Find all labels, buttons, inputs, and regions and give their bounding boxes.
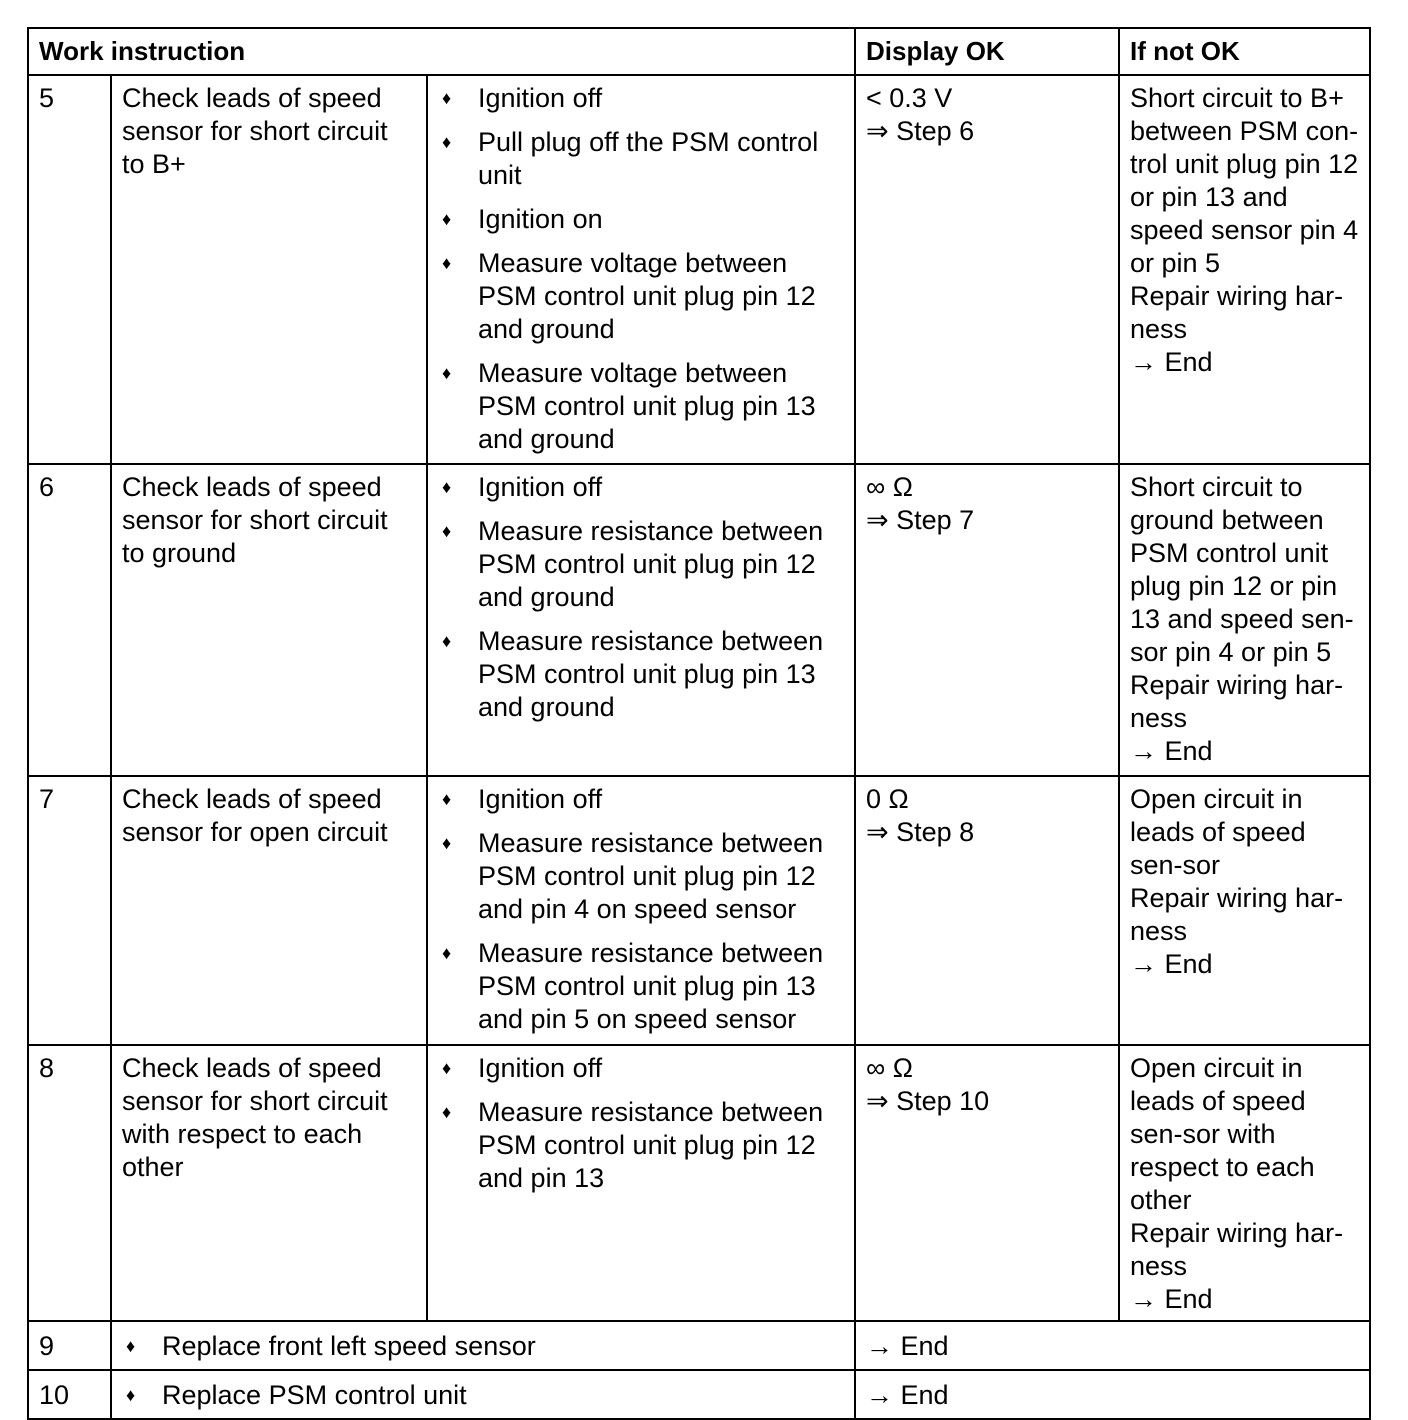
step-actions xyxy=(427,1045,855,1321)
if-not-ok-value: Short circuit to B+ between PSM con-trol unit plug pin 12 or pin 13 and speed sensor pin 4 or pin 5 Repair wiring har-ness → End xyxy=(1119,75,1370,464)
action-item: ♦ Measure voltage between PSM control unit plug pin 13 and ground xyxy=(442,358,816,454)
action-item: ♦ Measure resistance between PSM control unit plug pin 13 and pin 5 on speed sensor xyxy=(442,938,824,1034)
action-item: ♦ Pull plug off the PSM control unit xyxy=(442,127,819,190)
display-ok-value: < 0.3 V ⇒ Step 6 xyxy=(855,75,1119,464)
work-instruction-table xyxy=(27,27,1371,1420)
step-check: Check leads of speed sensor for open circuit xyxy=(111,776,427,1045)
action-item: ♦ Measure voltage between PSM control unit plug pin 12 and ground xyxy=(442,248,816,344)
step-row xyxy=(28,1045,1370,1321)
display-ok-value: ∞ Ω ⇒ Step 10 xyxy=(855,1045,1119,1321)
step-actions xyxy=(427,464,855,776)
bullet-icon: ♦ xyxy=(442,363,452,383)
action-item: ♦ Measure resistance between PSM control unit plug pin 12 and pin 13 xyxy=(442,1097,824,1193)
step-number: 10 xyxy=(28,1370,111,1419)
step-row xyxy=(28,75,1370,464)
step-row xyxy=(28,464,1370,776)
display-ok-value: ∞ Ω ⇒ Step 7 xyxy=(855,464,1119,776)
if-not-ok-value: Short circuit to ground between PSM control unit plug pin 12 or pin 13 and speed sen-sor pin 4 or pin 5 Repair wiring har-ness → End xyxy=(1119,464,1370,776)
bullet-icon: ♦ xyxy=(442,88,452,108)
action-item: ♦ Ignition off xyxy=(442,83,603,113)
step-actions xyxy=(427,776,855,1045)
action-item: ♦ Ignition off xyxy=(442,1053,603,1083)
final-step-action: ♦ Replace front left speed sensor xyxy=(111,1321,855,1370)
bullet-icon: ♦ xyxy=(442,833,452,853)
bullet-icon: ♦ xyxy=(126,1336,136,1356)
step-number: 8 xyxy=(28,1045,111,1321)
action-item: ♦ Ignition on xyxy=(442,204,603,234)
step-number: 6 xyxy=(28,464,111,776)
step-check: Check leads of speed sensor for short circuit to B+ xyxy=(111,75,427,464)
bullet-icon: ♦ xyxy=(442,943,452,963)
step-row xyxy=(28,776,1370,1045)
header-row xyxy=(28,28,1370,75)
step-number: 7 xyxy=(28,776,111,1045)
final-step-result: → End xyxy=(855,1370,1370,1419)
bullet-icon: ♦ xyxy=(442,521,452,541)
bullet-icon: ♦ xyxy=(126,1385,136,1405)
header-work-instruction: Work instruction xyxy=(28,28,855,75)
work-instruction-document xyxy=(27,27,1371,1420)
bullet-icon: ♦ xyxy=(442,789,452,809)
if-not-ok-value: Open circuit in leads of speed sen-sor Repair wiring har-ness → End xyxy=(1119,776,1370,1045)
step-number: 5 xyxy=(28,75,111,464)
final-step-result: → End xyxy=(855,1321,1370,1370)
bullet-icon: ♦ xyxy=(442,477,452,497)
display-ok-value: 0 Ω ⇒ Step 8 xyxy=(855,776,1119,1045)
bullet-icon: ♦ xyxy=(442,1102,452,1122)
step-check: Check leads of speed sensor for short circuit with respect to each other xyxy=(111,1045,427,1321)
bullet-icon: ♦ xyxy=(442,132,452,152)
if-not-ok-value: Open circuit in leads of speed sen-sor with respect to each other Repair wiring har-ness → End xyxy=(1119,1045,1370,1321)
header-display-ok: Display OK xyxy=(855,28,1119,75)
bullet-icon: ♦ xyxy=(442,1058,452,1078)
final-step-action: ♦ Replace PSM control unit xyxy=(111,1370,855,1419)
action-item: ♦ Measure resistance between PSM control unit plug pin 12 and pin 4 on speed sensor xyxy=(442,828,824,924)
step-actions xyxy=(427,75,855,464)
action-item: ♦ Measure resistance between PSM control unit plug pin 12 and ground xyxy=(442,516,824,612)
step-number: 9 xyxy=(28,1321,111,1370)
action-item: ♦ Ignition off xyxy=(442,472,603,502)
header-if-not-ok: If not OK xyxy=(1119,28,1370,75)
bullet-icon: ♦ xyxy=(442,253,452,273)
final-step-row xyxy=(28,1321,1370,1370)
bullet-icon: ♦ xyxy=(442,209,452,229)
bullet-icon: ♦ xyxy=(442,631,452,651)
step-check: Check leads of speed sensor for short circuit to ground xyxy=(111,464,427,776)
action-item: ♦ Measure resistance between PSM control unit plug pin 13 and ground xyxy=(442,626,824,722)
action-item: ♦ Ignition off xyxy=(442,784,603,814)
